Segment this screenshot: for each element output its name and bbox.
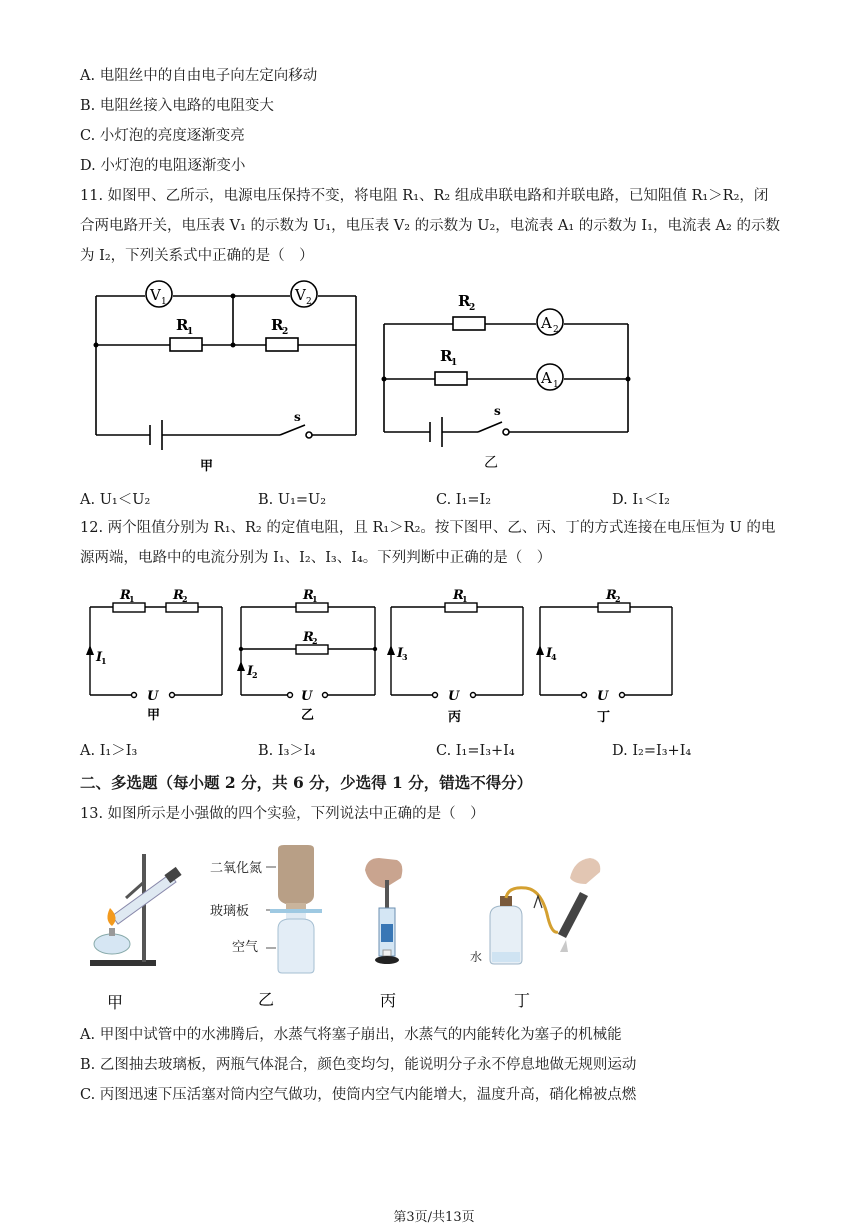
svg-text:R: R	[303, 630, 314, 645]
svg-text:2: 2	[182, 594, 188, 604]
q10-option-b: B. 电阻丝接入电路的电阻变大	[80, 98, 274, 114]
q10-option-a: A. 电阻丝中的自由电子向左定向移动	[80, 68, 318, 84]
svg-text:1: 1	[187, 327, 194, 337]
q13-figure-bing	[355, 850, 425, 1020]
svg-text:1: 1	[451, 358, 458, 368]
page-footer: 第3页/共13页	[393, 1210, 475, 1225]
label-air: 空气	[232, 940, 259, 955]
section-heading: 二、多选题（每小题 2 分，共 6 分，少选得 1 分，错选不得分）	[80, 773, 533, 792]
q13-option-b: B. 乙图抽去玻璃板，两瓶气体混合，颜色变均匀，能说明分子永不停息地做无规则运动	[80, 1057, 637, 1073]
svg-text:1: 1	[129, 594, 135, 604]
svg-text:R: R	[453, 588, 464, 603]
svg-text:I: I	[247, 664, 254, 679]
q13-option-c: C. 丙图迅速下压活塞对筒内空气做功，使筒内空气内能增大，温度升高，硝化棉被点燃	[80, 1087, 637, 1103]
svg-text:s: s	[494, 404, 501, 418]
q11-stem-line3: 为 I₂，下列关系式中正确的是（ ）	[80, 248, 314, 264]
svg-text:I: I	[96, 650, 103, 665]
q12-caption-jia: 甲	[147, 708, 161, 723]
svg-text:丁: 丁	[514, 991, 531, 1010]
q13-stem: 13. 如图所示是小强做的四个实验，下列说法中正确的是（ ）	[80, 806, 485, 822]
switch-label: s	[294, 410, 301, 424]
q13-figure-yi	[258, 845, 332, 1020]
svg-text:2: 2	[282, 327, 289, 337]
v2-label: V	[295, 286, 306, 304]
q13-figure-jia	[82, 848, 192, 1018]
svg-text:1: 1	[312, 594, 318, 604]
svg-text:U: U	[301, 689, 313, 704]
q12-circuit-jia	[86, 585, 228, 725]
q11-stem-line2: 合两电路开关，电压表 V₁ 的示数为 U₁，电压表 V₂ 的示数为 U₂，电流表 A₁ 的示数为 I₁，电流表 A₂ 的示数	[80, 218, 780, 234]
svg-text:2: 2	[469, 303, 476, 313]
a2-label: A	[541, 314, 552, 332]
svg-text:2: 2	[312, 636, 318, 646]
a1-label: A	[541, 369, 552, 387]
svg-text:2: 2	[306, 297, 312, 307]
svg-text:乙: 乙	[258, 990, 275, 1009]
svg-text:R: R	[173, 588, 184, 603]
svg-text:1: 1	[462, 594, 468, 604]
svg-text:R: R	[458, 292, 471, 310]
r1-label: R	[176, 316, 189, 334]
q12-circuit-ding	[536, 585, 678, 725]
q11-circuit-jia	[90, 278, 365, 478]
caption-yi: 乙	[484, 455, 498, 471]
q13-option-a: A. 甲图中试管中的水沸腾后，水蒸气将塞子崩出，水蒸气的内能转化为塞子的机械能	[80, 1027, 622, 1043]
svg-text:1: 1	[553, 380, 559, 390]
svg-text:I: I	[397, 646, 404, 661]
v1-label: V	[150, 286, 161, 304]
q12-option-b: B. I₃＞I₄	[258, 743, 316, 759]
label-water: 水	[470, 950, 483, 964]
r2-label: R	[271, 316, 284, 334]
q11-circuit-yi	[378, 280, 638, 475]
svg-text:U: U	[597, 689, 609, 704]
svg-text:R: R	[606, 588, 617, 603]
q12-caption-bing: 丙	[448, 710, 462, 725]
q12-stem-line2: 源两端，电路中的电流分别为 I₁、I₂、I₃、I₄。下列判断中正确的是（ ）	[80, 550, 552, 566]
svg-text:R: R	[120, 588, 131, 603]
svg-text:U: U	[147, 689, 159, 704]
label-glass: 玻璃板	[210, 904, 250, 919]
q13-figure-ding	[482, 848, 612, 1020]
q10-option-c: C. 小灯泡的亮度逐渐变亮	[80, 128, 245, 144]
q11-option-a: A. U₁＜U₂	[80, 492, 151, 508]
svg-text:2: 2	[553, 325, 559, 335]
svg-text:R: R	[440, 347, 453, 365]
q12-stem-line1: 12. 两个阻值分别为 R₁、R₂ 的定值电阻，且 R₁＞R₂。按下图甲、乙、丙、丁的方式连接在电压恒为 U 的电	[80, 520, 776, 536]
q12-circuit-bing	[387, 585, 529, 725]
q11-option-b: B. U₁=U₂	[258, 492, 327, 508]
svg-text:1: 1	[161, 297, 167, 307]
label-no2: 二氧化氮	[210, 861, 263, 876]
q11-option-c: C. I₁=I₂	[436, 492, 492, 508]
q12-circuit-yi	[237, 585, 382, 725]
q12-option-c: C. I₁=I₃+I₄	[436, 743, 515, 759]
svg-text:2: 2	[615, 594, 621, 604]
svg-text:丙: 丙	[380, 991, 397, 1010]
svg-text:3: 3	[402, 652, 408, 662]
q10-option-d: D. 小灯泡的电阻逐渐变小	[80, 158, 246, 174]
q12-option-a: A. I₁＞I₃	[80, 743, 138, 759]
q11-option-d: D. I₁＜I₂	[612, 492, 670, 508]
svg-text:1: 1	[101, 656, 107, 666]
svg-text:4: 4	[551, 652, 557, 662]
caption-jia: 甲	[200, 459, 214, 474]
q12-caption-yi: 乙	[301, 708, 315, 723]
q11-stem-line1: 11. 如图甲、乙所示，电源电压保持不变，将电阻 R₁、R₂ 组成串联电路和并联电路，已知阻值 R₁＞R₂，闭	[80, 188, 769, 204]
svg-text:2: 2	[252, 670, 258, 680]
q12-caption-ding: 丁	[597, 710, 611, 725]
svg-text:U: U	[448, 689, 460, 704]
svg-text:R: R	[303, 588, 314, 603]
svg-text:甲: 甲	[107, 993, 124, 1012]
svg-text:I: I	[546, 646, 553, 661]
q12-option-d: D. I₂=I₃+I₄	[612, 743, 692, 759]
